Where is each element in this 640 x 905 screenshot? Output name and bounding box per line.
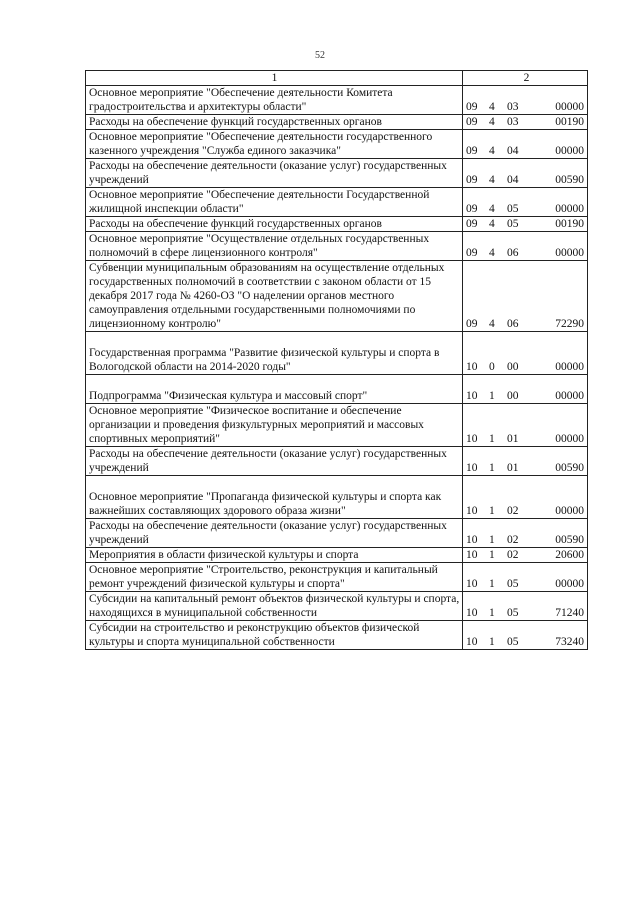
code-part: 10 xyxy=(466,636,478,648)
code-part: 00000 xyxy=(555,505,584,517)
row-description: Государственная программа "Развитие физической культуры и спорта в Вологодской области на 2014-2020 годы" xyxy=(86,332,463,374)
row-code xyxy=(463,261,587,331)
row-description: Мероприятия в области физической культуры и спорта xyxy=(86,548,463,562)
table-row xyxy=(85,447,588,476)
row-code xyxy=(463,476,587,518)
code-part: 00190 xyxy=(555,116,584,128)
row-code xyxy=(463,232,587,260)
code-part: 09 xyxy=(466,174,478,186)
code-part: 00000 xyxy=(555,390,584,402)
code-part: 05 xyxy=(507,203,519,215)
code-part: 10 xyxy=(466,549,478,561)
row-description: Основное мероприятие "Обеспечение деятельности государственного казенного учреждения "Служба единого заказчика" xyxy=(86,130,463,158)
table-row xyxy=(85,332,588,375)
row-code xyxy=(463,375,587,403)
code-part: 10 xyxy=(466,505,478,517)
code-part: 4 xyxy=(489,101,495,113)
code-part: 10 xyxy=(466,534,478,546)
table-row xyxy=(85,130,588,159)
row-code xyxy=(463,592,587,620)
code-part: 09 xyxy=(466,101,478,113)
code-part: 10 xyxy=(466,361,478,373)
table-row xyxy=(85,476,588,519)
code-part: 00000 xyxy=(555,101,584,113)
code-part: 05 xyxy=(507,636,519,648)
row-code xyxy=(463,159,587,187)
row-description: Основное мероприятие "Пропаганда физической культуры и спорта как важнейших составляющих здорового образа жизни" xyxy=(86,476,463,518)
code-part: 01 xyxy=(507,433,519,445)
row-description: Основное мероприятие "Строительство, реконструкция и капитальный ремонт учреждений физической культуры и спорта" xyxy=(86,563,463,591)
header-col-2: 2 xyxy=(523,72,530,84)
row-code xyxy=(463,217,587,231)
code-part: 4 xyxy=(489,116,495,128)
code-part: 06 xyxy=(507,247,519,259)
code-part: 04 xyxy=(507,145,519,157)
code-part: 01 xyxy=(507,462,519,474)
row-code xyxy=(463,447,587,475)
code-part: 1 xyxy=(489,607,495,619)
code-part: 10 xyxy=(466,390,478,402)
row-code xyxy=(463,519,587,547)
table-row xyxy=(85,115,588,130)
table-row xyxy=(85,519,588,548)
code-part: 04 xyxy=(507,174,519,186)
header-col-1: 1 xyxy=(86,71,463,85)
code-part: 00000 xyxy=(555,361,584,373)
code-part: 06 xyxy=(507,318,519,330)
row-description: Расходы на обеспечение деятельности (оказание услуг) государственных учреждений xyxy=(86,447,463,475)
row-description: Субсидии на строительство и реконструкцию объектов физической культуры и спорта муниципальной собственности xyxy=(86,621,463,649)
code-part: 1 xyxy=(489,636,495,648)
row-code xyxy=(463,332,587,374)
table-row xyxy=(85,621,588,650)
page-number: 52 xyxy=(315,50,325,61)
row-code xyxy=(463,86,587,114)
table-row xyxy=(85,261,588,332)
code-part: 09 xyxy=(466,116,478,128)
code-part: 00190 xyxy=(555,218,584,230)
code-part: 09 xyxy=(466,318,478,330)
code-part: 10 xyxy=(466,433,478,445)
code-part: 05 xyxy=(507,218,519,230)
table-row xyxy=(85,159,588,188)
code-part: 00000 xyxy=(555,433,584,445)
budget-table xyxy=(85,70,588,650)
code-part: 00000 xyxy=(555,578,584,590)
row-code xyxy=(463,404,587,446)
code-part: 02 xyxy=(507,534,519,546)
code-part: 10 xyxy=(466,578,478,590)
code-part: 00590 xyxy=(555,174,584,186)
code-part: 1 xyxy=(489,549,495,561)
row-code xyxy=(463,563,587,591)
code-part: 02 xyxy=(507,549,519,561)
code-part: 73240 xyxy=(555,636,584,648)
code-part: 00000 xyxy=(555,203,584,215)
row-code xyxy=(463,548,587,562)
table-row xyxy=(85,188,588,217)
code-part: 00000 xyxy=(555,247,584,259)
row-description: Основное мероприятие "Обеспечение деятельности Государственной жилищной инспекции области" xyxy=(86,188,463,216)
row-description: Расходы на обеспечение функций государственных органов xyxy=(86,217,463,231)
code-part: 05 xyxy=(507,607,519,619)
row-description: Субсидии на капитальный ремонт объектов физической культуры и спорта, находящихся в муниципальной собственности xyxy=(86,592,463,620)
table-row xyxy=(85,592,588,621)
row-description: Основное мероприятие "Обеспечение деятельности Комитета градостроительства и архитектуры области" xyxy=(86,86,463,114)
code-part: 1 xyxy=(489,505,495,517)
code-part: 09 xyxy=(466,145,478,157)
table-header xyxy=(85,71,588,86)
code-part: 09 xyxy=(466,203,478,215)
code-part: 00590 xyxy=(555,462,584,474)
row-description: Расходы на обеспечение деятельности (оказание услуг) государственных учреждений xyxy=(86,159,463,187)
table-row xyxy=(85,232,588,261)
table-row xyxy=(85,217,588,232)
code-part: 20600 xyxy=(555,549,584,561)
row-description: Основное мероприятие "Осуществление отдельных государственных полномочий в сфере лицензионного контроля" xyxy=(86,232,463,260)
row-description: Основное мероприятие "Физическое воспитание и обеспечение организации и проведения физкультурных мероприятий и массовых спортивных мероприятий" xyxy=(86,404,463,446)
table-row xyxy=(85,86,588,115)
code-part: 71240 xyxy=(555,607,584,619)
row-code xyxy=(463,621,587,649)
code-part: 10 xyxy=(466,462,478,474)
row-code xyxy=(463,115,587,129)
row-code xyxy=(463,130,587,158)
code-part: 4 xyxy=(489,203,495,215)
code-part: 05 xyxy=(507,578,519,590)
code-part: 4 xyxy=(489,218,495,230)
code-part: 03 xyxy=(507,116,519,128)
code-part: 4 xyxy=(489,247,495,259)
row-description: Подпрограмма "Физическая культура и массовый спорт" xyxy=(86,375,463,403)
table-row xyxy=(85,563,588,592)
code-part: 09 xyxy=(466,247,478,259)
table-row xyxy=(85,548,588,563)
code-part: 00000 xyxy=(555,145,584,157)
code-part: 02 xyxy=(507,505,519,517)
table-row xyxy=(85,404,588,447)
code-part: 00 xyxy=(507,390,519,402)
code-part: 1 xyxy=(489,534,495,546)
code-part: 1 xyxy=(489,462,495,474)
code-part: 1 xyxy=(489,433,495,445)
code-part: 4 xyxy=(489,174,495,186)
row-description: Расходы на обеспечение деятельности (оказание услуг) государственных учреждений xyxy=(86,519,463,547)
code-part: 1 xyxy=(489,390,495,402)
code-part: 03 xyxy=(507,101,519,113)
code-part: 0 xyxy=(489,361,495,373)
code-part: 00 xyxy=(507,361,519,373)
code-part: 10 xyxy=(466,607,478,619)
table-row xyxy=(85,375,588,404)
code-part: 00590 xyxy=(555,534,584,546)
code-part: 1 xyxy=(489,578,495,590)
row-description: Субвенции муниципальным образованиям на осуществление отдельных государственных полномочий в соответствии с законом области от 15 декабря 2017 года № 4260-ОЗ "О наделении органов местного самоуправления отдельными государственными полномочиями по лицензионному контролю" xyxy=(86,261,463,331)
row-description: Расходы на обеспечение функций государственных органов xyxy=(86,115,463,129)
code-part: 09 xyxy=(466,218,478,230)
code-part: 72290 xyxy=(555,318,584,330)
code-part: 4 xyxy=(489,145,495,157)
row-code xyxy=(463,188,587,216)
code-part: 4 xyxy=(489,318,495,330)
